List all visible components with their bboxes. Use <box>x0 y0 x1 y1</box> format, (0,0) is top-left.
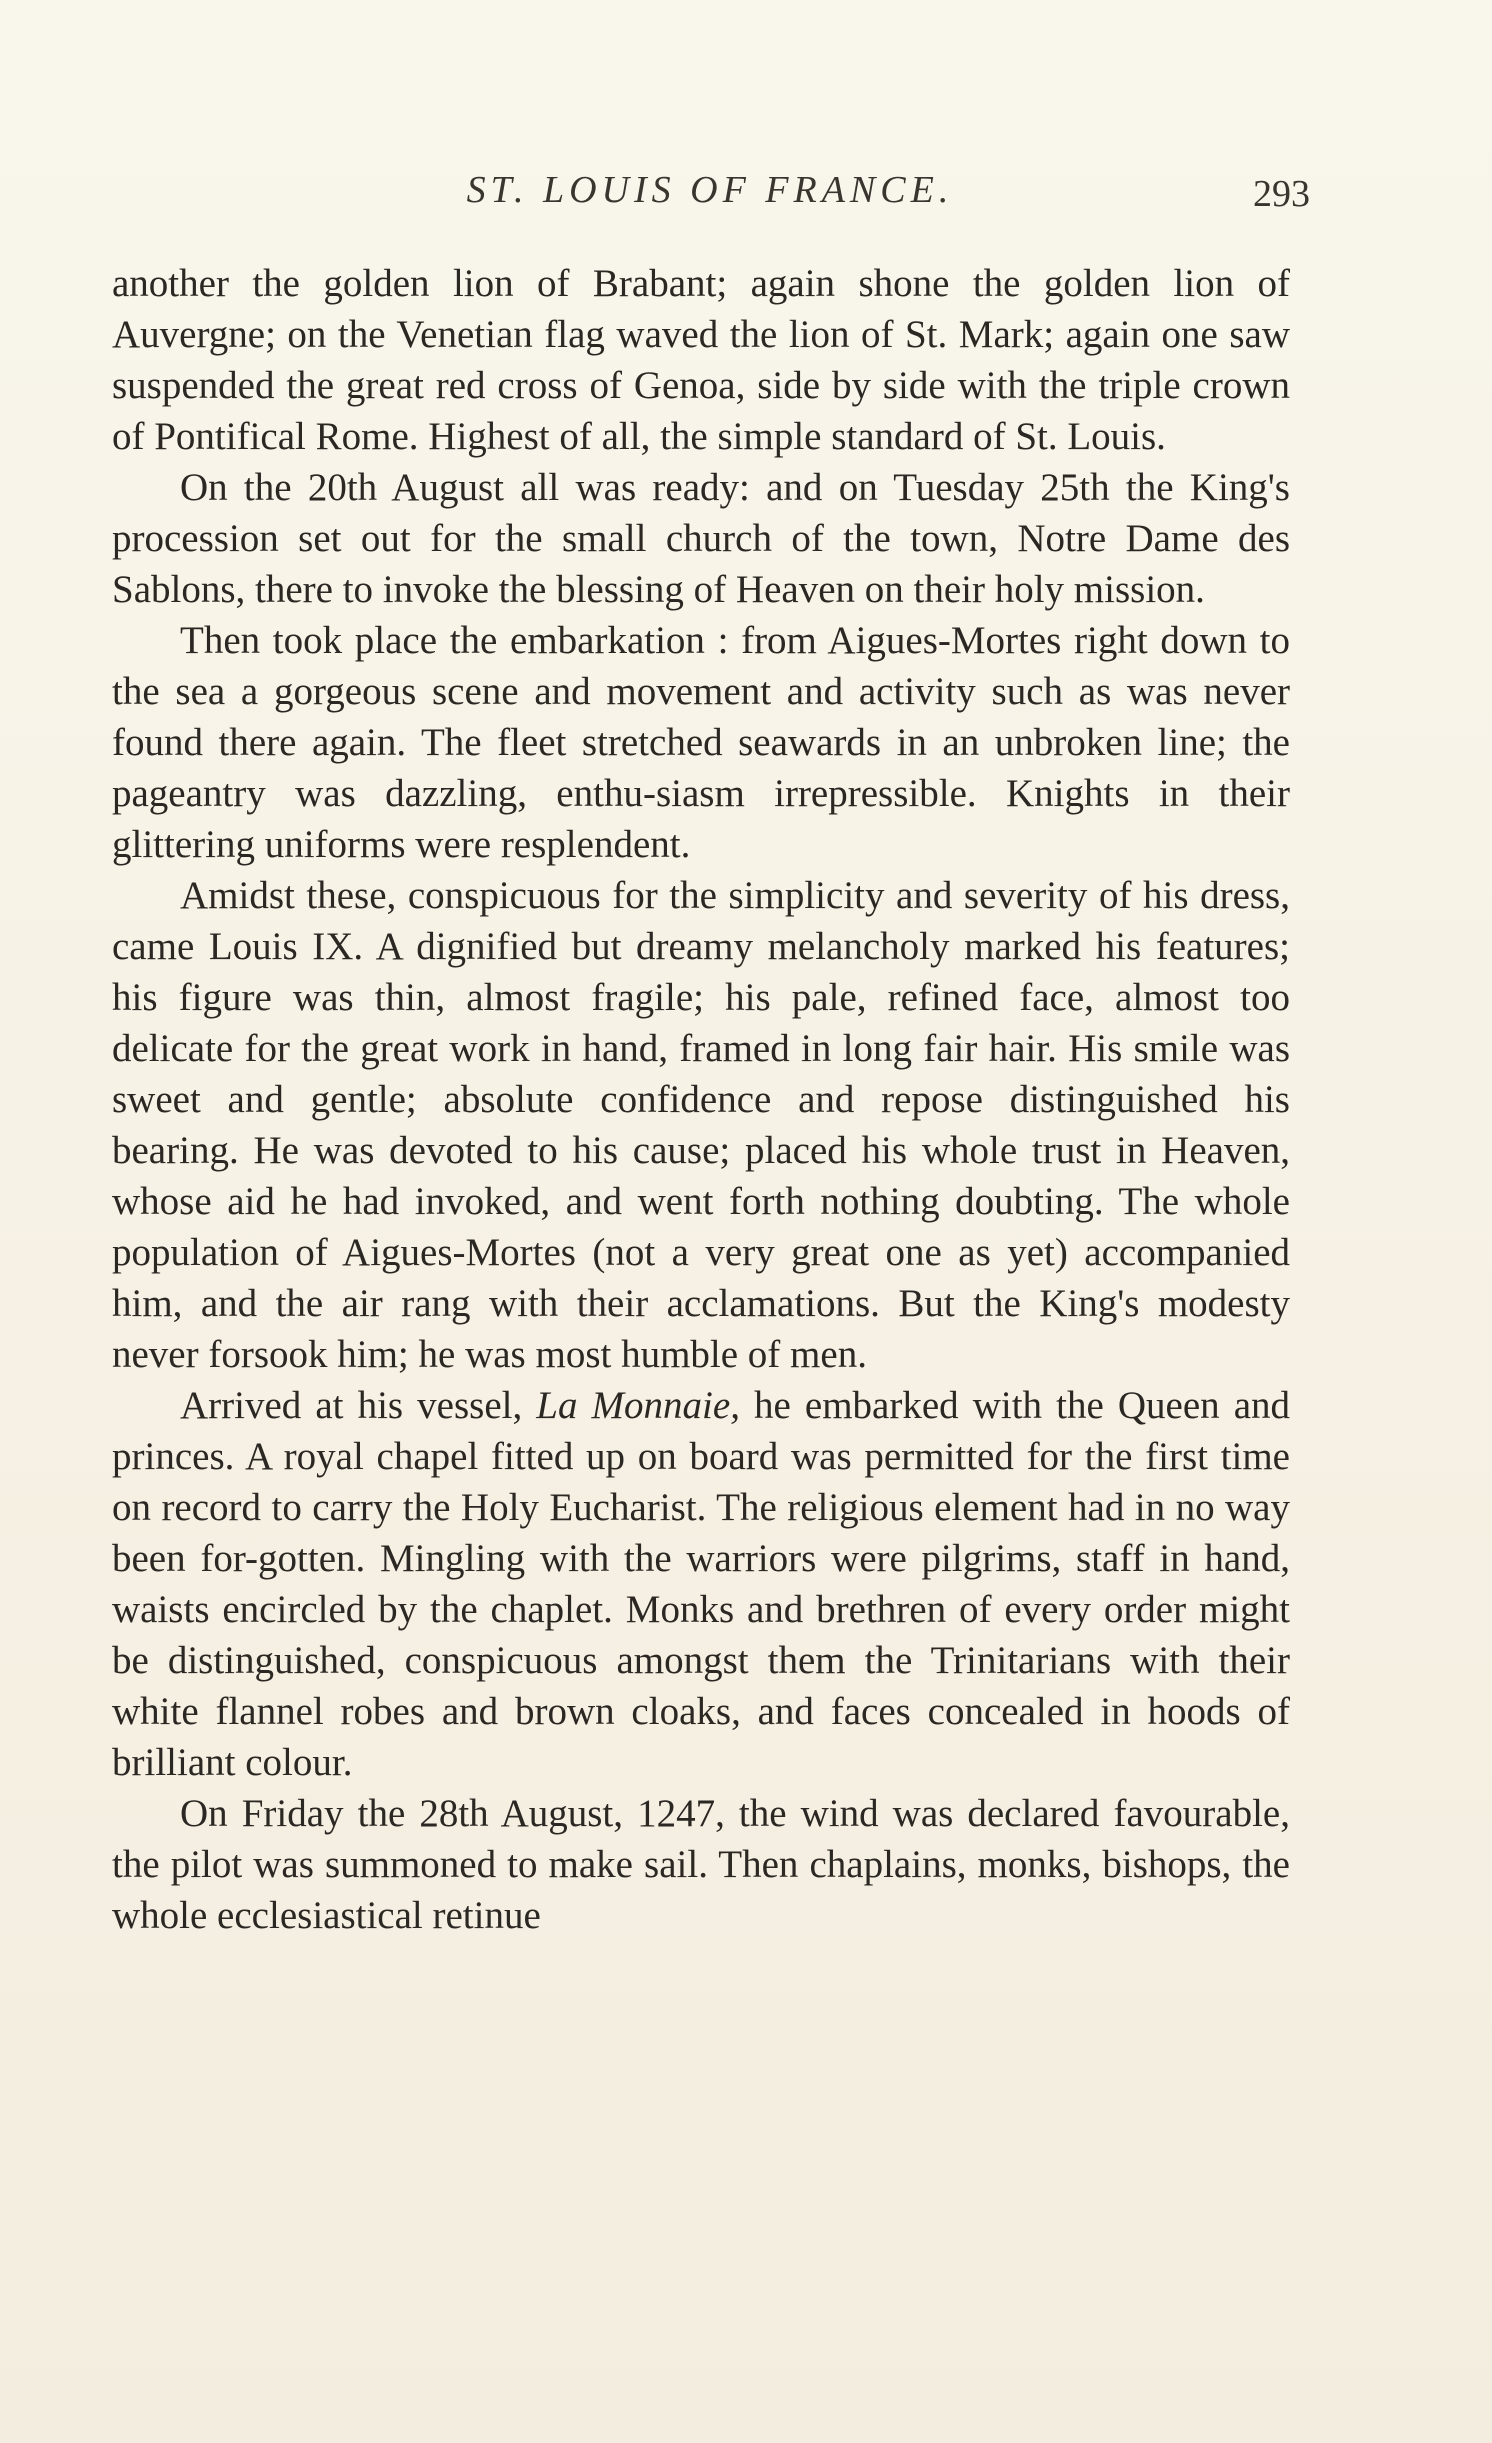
paragraph-1: another the golden lion of Brabant; again shone the golden lion of Auvergne; on the Venetian flag waved the lion of St. Mark; again one saw suspended the great red cross of Genoa, side by side with the triple crown of Pontifical Rome. Highest of all, the simple standard of St. Louis. <box>112 262 1290 458</box>
running-title: ST. LOUIS OF FRANCE. <box>466 169 954 211</box>
paragraph-5-after: he embarked with the Queen and princes. A royal chapel fitted up on board was permitted for the first time on record to carry the Holy Eucharist. The religious element had in no way been for-gotten. Mingling with the warriors were pilgrims, staff in hand, waists encircled by the chaplet. Monks and brethren of every order might be distinguished, conspicuous amongst them the Trinitarians with their white flannel robes and brown cloaks, and faces concealed in hoods of brilliant colour. <box>112 1384 1291 1784</box>
paragraph-6: On Friday the 28th August, 1247, the wind was declared favourable, the pilot was summoned to make sail. Then chaplains, monks, bishops, the whole ecclesiastical retinue <box>112 1792 1290 1937</box>
paragraph-5 <box>112 1380 1290 1788</box>
ship-name: La Monnaie, <box>536 1384 740 1427</box>
paragraph-3: Then took place the embarkation : from Aigues-Mortes right down to the sea a gorgeous scene and movement and activity such as was never found there again. The fleet stretched seawards in an unbroken line; the pageantry was dazzling, enthu-siasm irrepressible. Knights in their glittering uniforms were resplendent. <box>112 619 1290 866</box>
paragraph-4: Amidst these, conspicuous for the simplicity and severity of his dress, came Louis IX. A dignified but dreamy melancholy marked his features; his figure was thin, almost fragile; his pale, refined face, almost too delicate for the great work in hand, framed in long fair hair. His smile was sweet and gentle; absolute confidence and repose distinguished his bearing. He was devoted to his cause; placed his whole trust in Heaven, whose aid he had invoked, and went forth nothing doubting. The whole population of Aigues-Mortes (not a very great one as yet) accompanied him, and the air rang with their acclamations. But the King's modesty never forsook him; he was most humble of men. <box>112 874 1290 1376</box>
running-head <box>110 168 1310 228</box>
paragraph-5-before: Arrived at his vessel, <box>180 1384 537 1427</box>
page-number: 293 <box>1253 173 1310 215</box>
body-text <box>112 258 1290 1941</box>
paragraph-2: On the 20th August all was ready: and on Tuesday 25th the King's procession set out for the small church of the town, Notre Dame des Sablons, there to invoke the blessing of Heaven on their holy mission. <box>112 466 1290 611</box>
